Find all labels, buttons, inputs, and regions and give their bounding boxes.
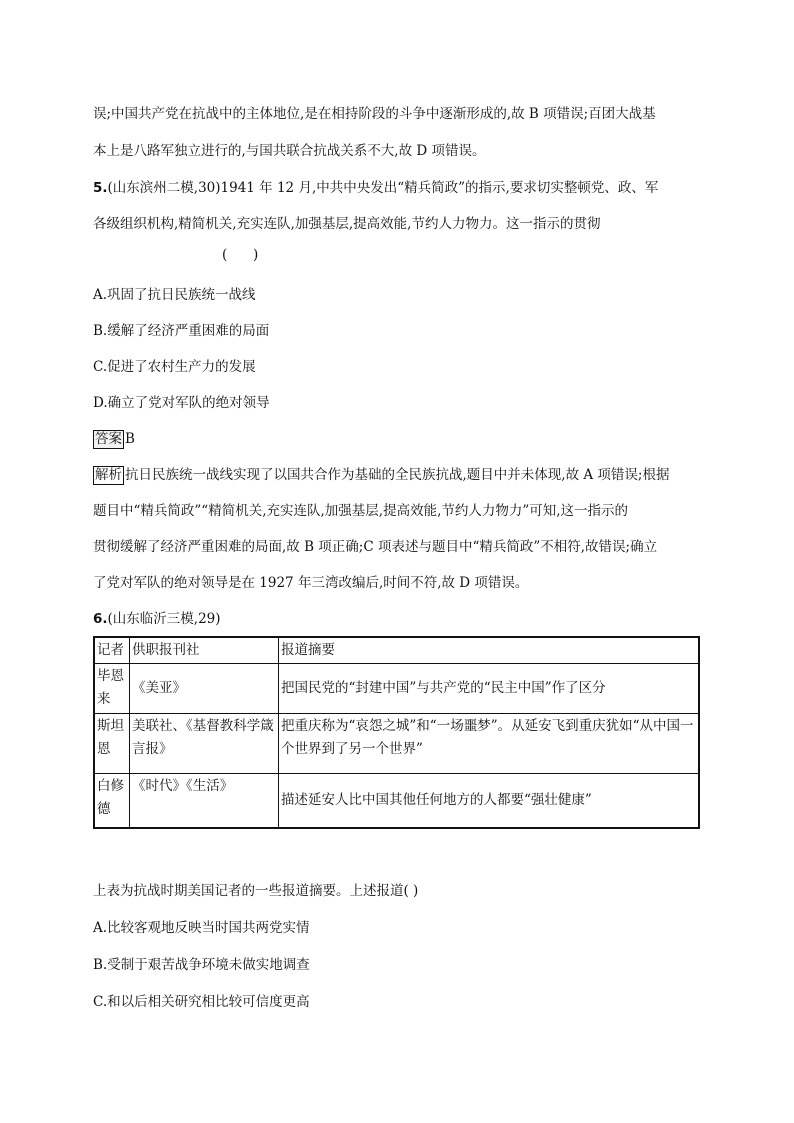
q6-stem: 上表为抗战时期美国记者的一些报道摘要。上述报道( ): [93, 883, 419, 899]
q6-source: (山东临沂三模,29): [107, 611, 221, 627]
table-header-cell: 记者: [94, 637, 130, 664]
q6-option-a: A.比较客观地反映当时国共两党实情: [93, 920, 310, 936]
q5-analysis-line-1: [93, 465, 669, 485]
q5-analysis-text-1: 抗日民族统一战线实现了以国共合作为基础的全民族抗战,题目中并未体现,故 A 项错误;根据: [125, 467, 670, 483]
q5-option-d: D.确立了党对军队的绝对领导: [93, 395, 270, 411]
reporter-cell: 毕恩来: [94, 664, 130, 714]
continuation-line-2: 本上是八路军独立进行的,与国共联合抗战关系不大,故 D 项错误。: [93, 143, 486, 159]
answer-tag: 答案: [95, 431, 122, 447]
q6-option-b: B.受制于艰苦战争环境未做实地调查: [93, 957, 310, 973]
q5-option-a: A.巩固了抗日民族统一战线: [93, 287, 256, 303]
table-row: [94, 714, 699, 774]
q5-option-b: B.缓解了经济严重困难的局面: [93, 323, 270, 339]
q5-analysis-line-2: 题目中“精兵简政”“精简机关,充实连队,加强基层,提高效能,节约人力物力”可知,这一指示的: [93, 503, 629, 519]
q6-option-c: C.和以后相关研究相比较可信度更高: [93, 994, 310, 1010]
reporters-table: [93, 636, 700, 829]
table-row: [94, 774, 699, 828]
outlet-cell: 《美亚》: [130, 664, 279, 714]
summary-cell: 描述延安人比中国其他任何地方的人都要“强壮健康”: [279, 774, 700, 828]
table-row: [94, 664, 699, 714]
q5-stem-line-2: 各级组织机构,精简机关,充实连队,加强基层,提高效能,节约人力物力。这一指示的贯彻: [93, 216, 601, 232]
q5-analysis-line-4: 了党对军队的绝对领导是在 1927 年三湾改编后,时间不符,故 D 项错误。: [93, 575, 529, 591]
q5-stem-line-1: [93, 178, 658, 198]
q5-option-c: C.促进了农村生产力的发展: [93, 359, 256, 375]
q5-answer-value: B: [125, 431, 135, 447]
table-header-row: [94, 637, 699, 664]
q6-header-line: [93, 609, 221, 629]
outlet-cell: 《时代》《生活》: [130, 774, 279, 828]
q5-answer-line: [93, 429, 135, 449]
q5-analysis-line-3: 贯彻缓解了经济严重困难的局面,故 B 项正确;C 项表述与题目中“精兵简政”不相符,故错误;确立: [93, 539, 658, 555]
reporter-cell: 白修德: [94, 774, 130, 828]
reporter-cell: 斯坦恩: [94, 714, 130, 774]
q5-answer-blank: ( ): [222, 247, 259, 263]
outlet-cell: 美联社、《基督教科学箴言报》: [130, 714, 279, 774]
q5-stem-text-1: (山东滨州二模,30)1941 年 12 月,中共中央发出“精兵简政”的指示,要求切实整顿党、政、军: [107, 180, 659, 196]
summary-cell: 把重庆称为“哀怨之城”和“一场噩梦”。从延安飞到重庆犹如“从中国一个世界到了另一个世界”: [279, 714, 700, 774]
q5-number: 5.: [93, 180, 108, 196]
table-header-cell: 供职报刊社: [130, 637, 279, 664]
continuation-line-1: 误;中国共产党在抗战中的主体地位,是在相持阶段的斗争中逐渐形成的,故 B 项错误;百团大战基: [93, 106, 656, 122]
table-header-cell: 报道摘要: [279, 637, 700, 664]
summary-cell: 把国民党的“封建中国”与共产党的“民主中国”作了区分: [279, 664, 700, 714]
analysis-tag: 解析: [95, 467, 122, 483]
q6-number: 6.: [93, 611, 108, 627]
